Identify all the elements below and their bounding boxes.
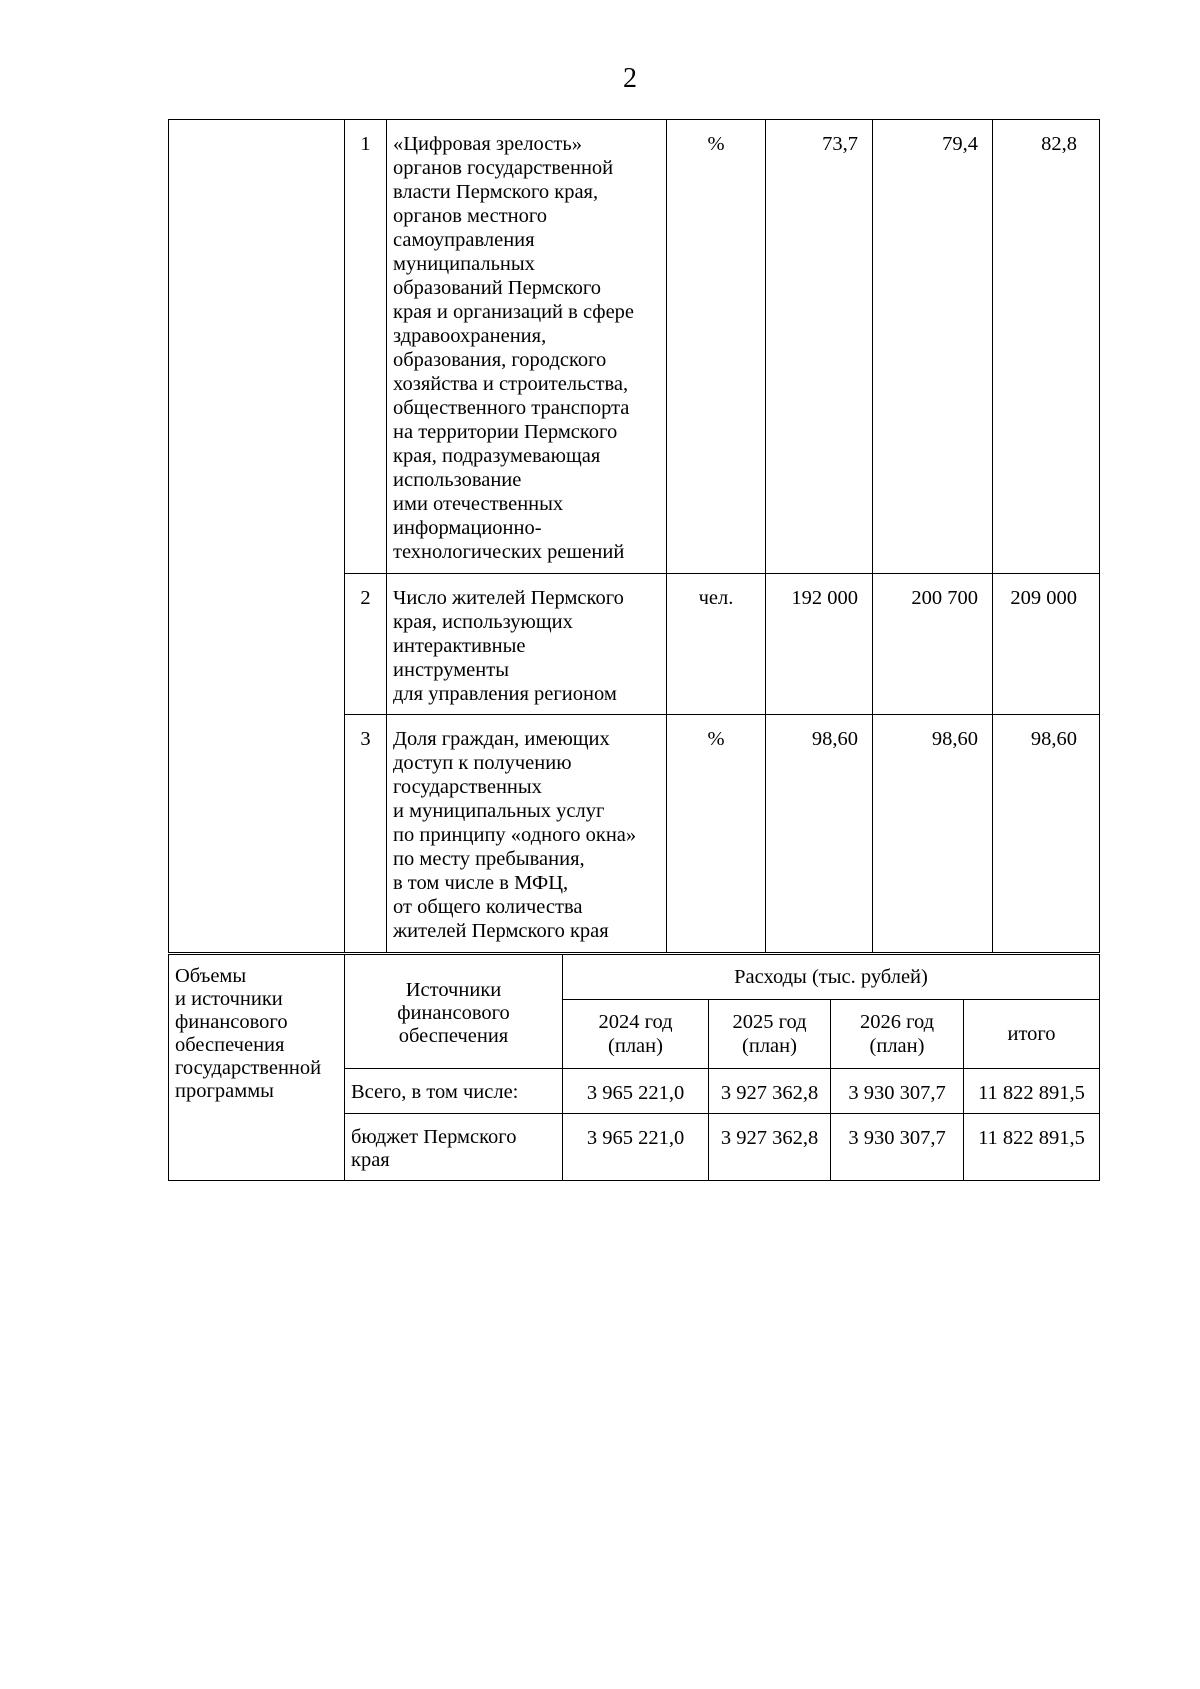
finance-row-label: бюджет Пермского края xyxy=(345,1114,563,1181)
year-2024-header: 2024 год (план) xyxy=(563,1000,709,1069)
amount-2025: 3 927 362,8 xyxy=(709,1069,831,1114)
finance-header-row xyxy=(169,955,1100,1000)
finance-table xyxy=(168,954,1100,1181)
amount-total: 11 822 891,5 xyxy=(964,1114,1100,1181)
amount-2024: 3 965 221,0 xyxy=(563,1114,709,1181)
amount-total: 11 822 891,5 xyxy=(964,1069,1100,1114)
indicator-unit: % xyxy=(667,120,766,574)
year-2025-header: 2025 год (план) xyxy=(709,1000,831,1069)
amount-2024: 3 965 221,0 xyxy=(563,1069,709,1114)
sources-header: Источники финансового обеспечения xyxy=(345,955,563,1069)
indicator-row xyxy=(169,120,1100,574)
finance-row-label: Всего, в том числе: xyxy=(345,1069,563,1114)
indicators-table xyxy=(168,119,1100,953)
year-2026-header: 2026 год (план) xyxy=(831,1000,964,1069)
page-number: 2 xyxy=(623,63,637,94)
amount-2026: 3 930 307,7 xyxy=(831,1069,964,1114)
indicator-unit: чел. xyxy=(667,574,766,715)
indicator-value-2026: 98,60 xyxy=(993,715,1100,953)
indicator-value-2026: 209 000 xyxy=(993,574,1100,715)
indicator-number: 2 xyxy=(345,574,387,715)
amount-2026: 3 930 307,7 xyxy=(831,1114,964,1181)
indicator-name: Доля граждан, имеющих доступ к получению государственных и муниципальных услуг по принципу «одного окна» по месту пребывания, в том числе в МФЦ, от общего количества жителей Пермского края xyxy=(387,715,667,953)
indicator-name: «Цифровая зрелость» органов государственной власти Пермского края, органов местного самоуправления муниципальных образований Пермского края и организаций в сфере здравоохранения, образования, городского хозяйства и строительства, общественного транспорта на территории Пермского края, подразумевающая использование ими отечественных информационно- технологических решений xyxy=(387,120,667,574)
indicator-unit: % xyxy=(667,715,766,953)
amount-2025: 3 927 362,8 xyxy=(709,1114,831,1181)
indicator-number: 3 xyxy=(345,715,387,953)
finance-section-label: Объемы и источники финансового обеспечения государственной программы xyxy=(169,955,345,1181)
indicator-value-2025: 79,4 xyxy=(873,120,993,574)
indicator-value-2024: 73,7 xyxy=(766,120,873,574)
indicator-value-2025: 200 700 xyxy=(873,574,993,715)
indicator-name: Число жителей Пермского края, использующих интерактивные инструменты для управления регионом xyxy=(387,574,667,715)
indicator-value-2025: 98,60 xyxy=(873,715,993,953)
indicator-blank-cell xyxy=(169,120,345,953)
indicator-value-2024: 192 000 xyxy=(766,574,873,715)
indicator-value-2024: 98,60 xyxy=(766,715,873,953)
indicator-number: 1 xyxy=(345,120,387,574)
total-header: итого xyxy=(964,1000,1100,1069)
expenses-header: Расходы (тыс. рублей) xyxy=(563,955,1100,1000)
indicator-value-2026: 82,8 xyxy=(993,120,1100,574)
